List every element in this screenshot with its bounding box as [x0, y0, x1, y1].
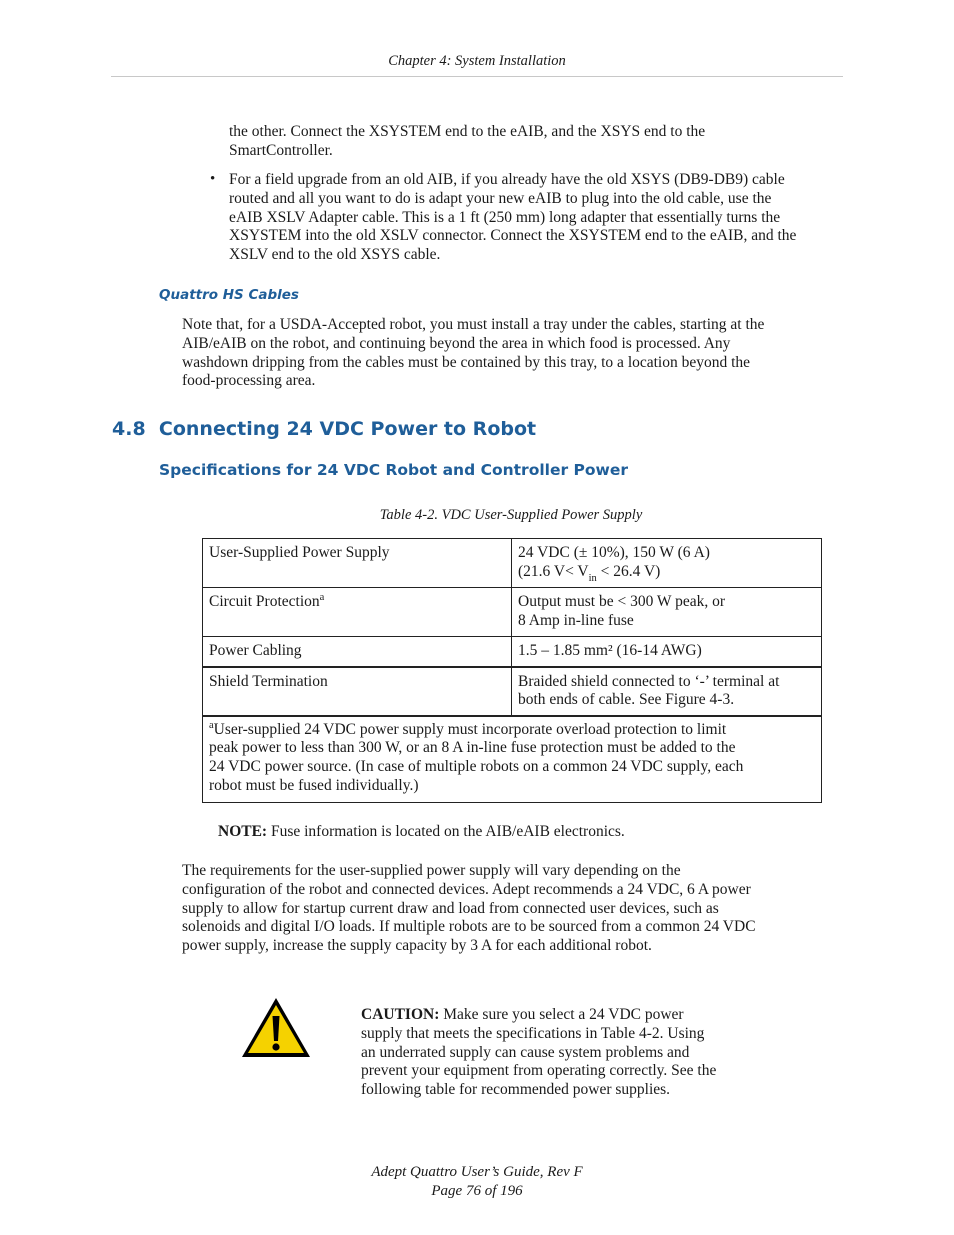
text-line: eAIB XSLV Adapter cable. This is a 1 ft (250 mm) long adapter that essentially turns the	[229, 208, 781, 226]
text-line: the other. Connect the XSYSTEM end to the eAIB, and the XSYS end to the	[229, 123, 706, 140]
section-title: Connecting 24 VDC Power to Robot	[158, 418, 537, 440]
text-line: XSLV end to the old XSYS cable.	[229, 246, 441, 264]
continued-paragraph	[229, 123, 705, 161]
text-line: XSYSTEM into the old XSLV connector. Connect the XSYSTEM end to the eAIB, and the	[229, 227, 797, 245]
table-cell-value: 24 VDC (± 10%), 150 W (6 A) (21.6 $V< V_{in} < 26.4$ V)	[512, 539, 822, 588]
text-line: food-processing area.	[182, 372, 316, 390]
caution-label: CAUTION:	[361, 1006, 440, 1023]
table-cell-value: Braided shield connected to ‘-’ terminal at both ends of cable. See Figure 4-3.	[512, 667, 822, 716]
table-footnote: $^a$User-supplied 24 VDC power supply must incorporate overload protection to limit peak power to less than 300 W, or an 8 A in-line fuse protection must be added to the 24 VDC power source. (In case of multiple robots on a common 24 VDC supply, each robot must be fused individually.)	[203, 716, 822, 803]
table-cell-value: 1.5 – 1.85 mm² (16-14 AWG)	[512, 637, 822, 667]
hs-cables-paragraph	[182, 316, 764, 391]
footnote-marker: a	[209, 719, 214, 731]
section-number: 4.8	[112, 418, 146, 440]
table-footnote-row	[203, 716, 822, 803]
text-line: power supply, increase the supply capacity by 3 A for each additional robot.	[182, 937, 652, 955]
footer-guide: Adept Quattro User’s Guide, Rev F	[371, 1164, 583, 1180]
specifications-heading: Specifications for 24 VDC Robot and Controller Power	[159, 461, 629, 479]
subsection-heading-hs-cables: Quattro HS Cables	[159, 287, 299, 303]
text-line: prevent your equipment from operating correctly. See the	[361, 1062, 717, 1080]
text-line: washdown dripping from the cables must be contained by this tray, to a location beyond the	[182, 353, 751, 371]
text-line: For a field upgrade from an old AIB, if you already have the old XSYS (DB9-DB9) cable	[229, 171, 785, 188]
bullet-item	[229, 171, 796, 265]
note-label: NOTE:	[218, 823, 268, 840]
caution-text: CAUTION: Make sure you select a 24 VDC power supply that meets the specifications in Table 4-2. Using an underrated supply can cause system problems and prevent your equipment from operating correctly. See the following table for recommended power supplies.	[361, 1006, 717, 1099]
text-line: an underrated supply can cause system problems and	[361, 1043, 690, 1061]
table-caption: Table 4-2. VDC User-Supplied Power Supply	[379, 507, 643, 523]
text-line: AIB/eAIB on the robot, and continuing beyond the area in which food is processed. Any	[182, 334, 731, 352]
text-line: supply to allow for startup current draw and load from connected user devices, such as	[182, 899, 719, 917]
text-line: supply that meets the specifications in Table 4-2. Using	[361, 1024, 705, 1042]
warning-triangle-icon	[240, 996, 312, 1059]
page-footer	[0, 1163, 954, 1201]
power-supply-table	[202, 538, 822, 803]
text-line: The requirements for the user-supplied power supply will vary depending on the	[182, 862, 681, 879]
requirements-paragraph	[182, 862, 756, 956]
text-line: SmartController.	[229, 141, 333, 159]
text-line: solenoids and digital I/O loads. If multiple robots are to be sourced from a common 24 VDC	[182, 918, 756, 936]
table-row	[203, 539, 822, 588]
page-number: Page 76 of 196	[431, 1183, 523, 1199]
table-row	[203, 667, 822, 716]
note-text: Fuse information is located on the AIB/eAIB electronics.	[267, 823, 625, 840]
table-cell-label: User-Supplied Power Supply	[203, 539, 512, 588]
text-line: Note that, for a USDA-Accepted robot, you must install a tray under the cables, starting at the	[182, 316, 765, 333]
note	[218, 823, 625, 841]
text-line: following table for recommended power supplies.	[361, 1081, 671, 1099]
table-cell-value: Output must be < 300 W peak, or 8 Amp in-line fuse	[512, 588, 822, 637]
footnote-marker: a	[319, 592, 325, 603]
header-rule	[111, 76, 843, 77]
running-header: Chapter 4: System Installation	[388, 53, 566, 69]
table-cell-label: Shield Termination	[203, 667, 512, 716]
table-cell-label: Power Cabling	[203, 637, 512, 667]
bullet-icon: •	[210, 171, 216, 187]
table-cell-label: Circuit Protection$^a$	[203, 588, 512, 637]
table-row	[203, 588, 822, 637]
text-line: routed and all you want to do is adapt your new eAIB to plug into the old cable, use the	[229, 189, 772, 207]
section-heading	[112, 418, 536, 440]
table-row	[203, 637, 822, 667]
text-line: configuration of the robot and connected devices. Adept recommends a 24 VDC, 6 A power	[182, 880, 751, 898]
